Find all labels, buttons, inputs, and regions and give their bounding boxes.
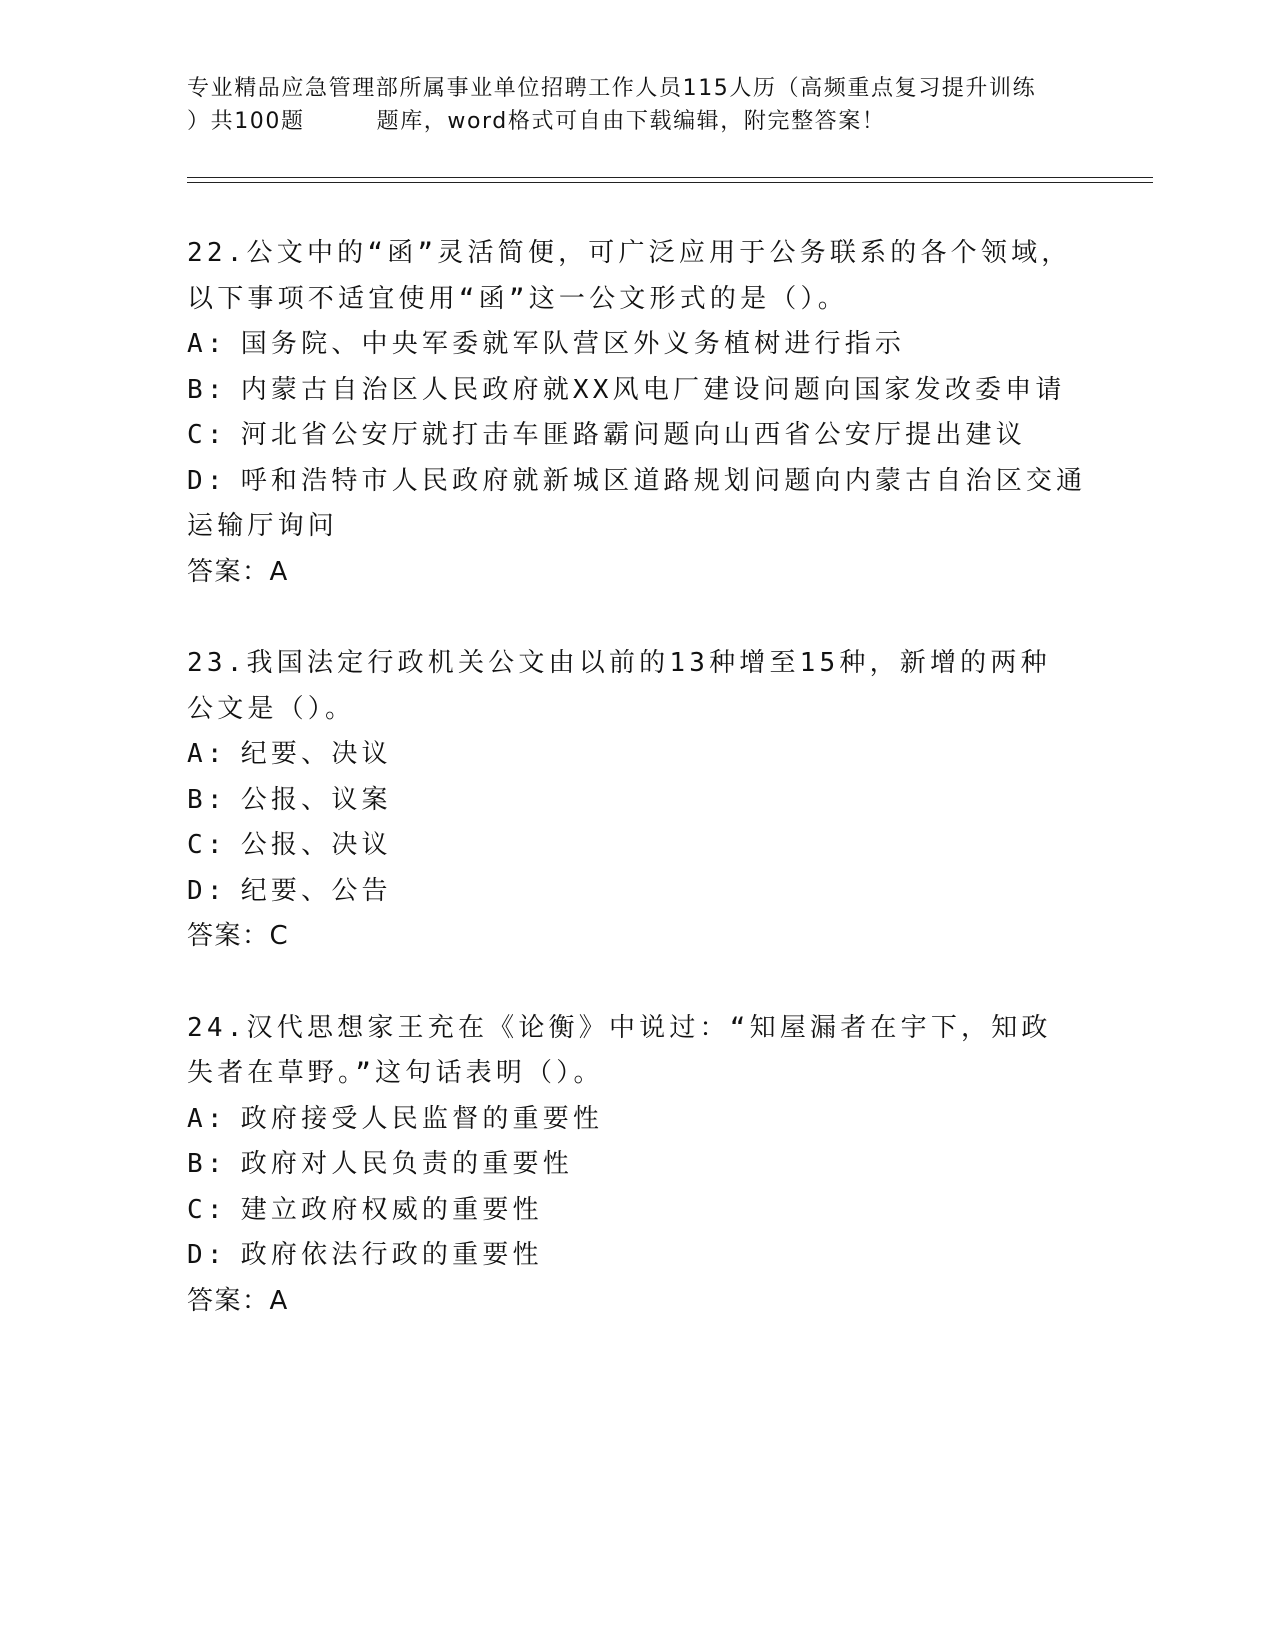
option-text: 政府接受人民监督的重要性	[240, 1103, 604, 1134]
option-a	[187, 322, 1087, 368]
question-text: 23.我国法定行政机关公文由以前的13种增至15种，新增的两种公文是（）。	[187, 648, 1051, 724]
answer-label: 答案：C	[187, 921, 290, 951]
option-key: B:	[187, 374, 227, 405]
question-text: 22.公文中的“函”灵活简便，可广泛应用于公务联系的各个领域，以下事项不适宜使用“函”这一公文形式的是（）。	[187, 238, 1072, 314]
option-d	[187, 1233, 1087, 1279]
option-key: C:	[187, 1194, 227, 1225]
header-divider-top	[187, 177, 1153, 178]
option-text: 内蒙古自治区人民政府就XX风电厂建设问题向国家发改委申请	[240, 374, 1066, 405]
answer-label: 答案：A	[187, 1285, 289, 1316]
header-divider-bottom	[187, 182, 1153, 183]
option-d	[187, 869, 1087, 915]
option-c	[187, 413, 1087, 459]
option-text: 纪要、决议	[240, 739, 392, 769]
option-key: D:	[187, 465, 227, 496]
option-b	[187, 1142, 1087, 1188]
question-text: 24.汉代思想家王充在《论衡》中说过：“知屋漏者在宇下，知政失者在草野。”这句话表明（）。	[187, 1012, 1052, 1088]
option-c	[187, 1188, 1087, 1234]
option-key: C:	[187, 420, 227, 450]
question-24	[187, 1006, 1087, 1325]
option-key: D:	[187, 1240, 227, 1270]
option-c	[187, 823, 1087, 869]
option-key: D:	[187, 875, 227, 906]
option-text: 建立政府权威的重要性	[240, 1194, 543, 1225]
option-text: 公报、议案	[240, 784, 392, 815]
option-key: C:	[187, 830, 227, 860]
option-text: 国务院、中央军委就军队营区外义务植树进行指示	[240, 329, 906, 359]
option-a	[187, 732, 1087, 778]
answer-label: 答案：A	[187, 556, 289, 587]
option-key: A:	[187, 1103, 227, 1134]
question-list	[187, 231, 1087, 1370]
header-line-2-right: 题库，word格式可自由下载编辑，附完整答案！	[376, 109, 886, 134]
option-b	[187, 368, 1087, 414]
header-line-1: 专业精品应急管理部所属事业单位招聘工作人员115人历（高频重点复习提升训练	[187, 76, 1037, 101]
question-22	[187, 231, 1087, 595]
option-key: A:	[187, 739, 227, 769]
option-text: 政府对人民负责的重要性	[240, 1149, 573, 1179]
option-key: B:	[187, 1149, 227, 1179]
option-a	[187, 1097, 1087, 1143]
option-key: B:	[187, 784, 227, 815]
option-text: 公报、决议	[240, 830, 392, 860]
document-header	[187, 72, 1147, 138]
option-key: A:	[187, 329, 227, 359]
option-text: 政府依法行政的重要性	[240, 1240, 543, 1270]
option-text: 呼和浩特市人民政府就新城区道路规划问题向内蒙古自治区交通运输厅询问	[187, 465, 1087, 541]
header-line-2	[187, 105, 1147, 138]
question-23	[187, 641, 1087, 960]
option-d	[187, 459, 1087, 550]
option-text: 纪要、公告	[240, 875, 392, 906]
option-text: 河北省公安厅就打击车匪路霸问题向山西省公安厅提出建议	[240, 420, 1026, 450]
header-line-2-left: ）共100题	[187, 109, 305, 134]
option-b	[187, 778, 1087, 824]
